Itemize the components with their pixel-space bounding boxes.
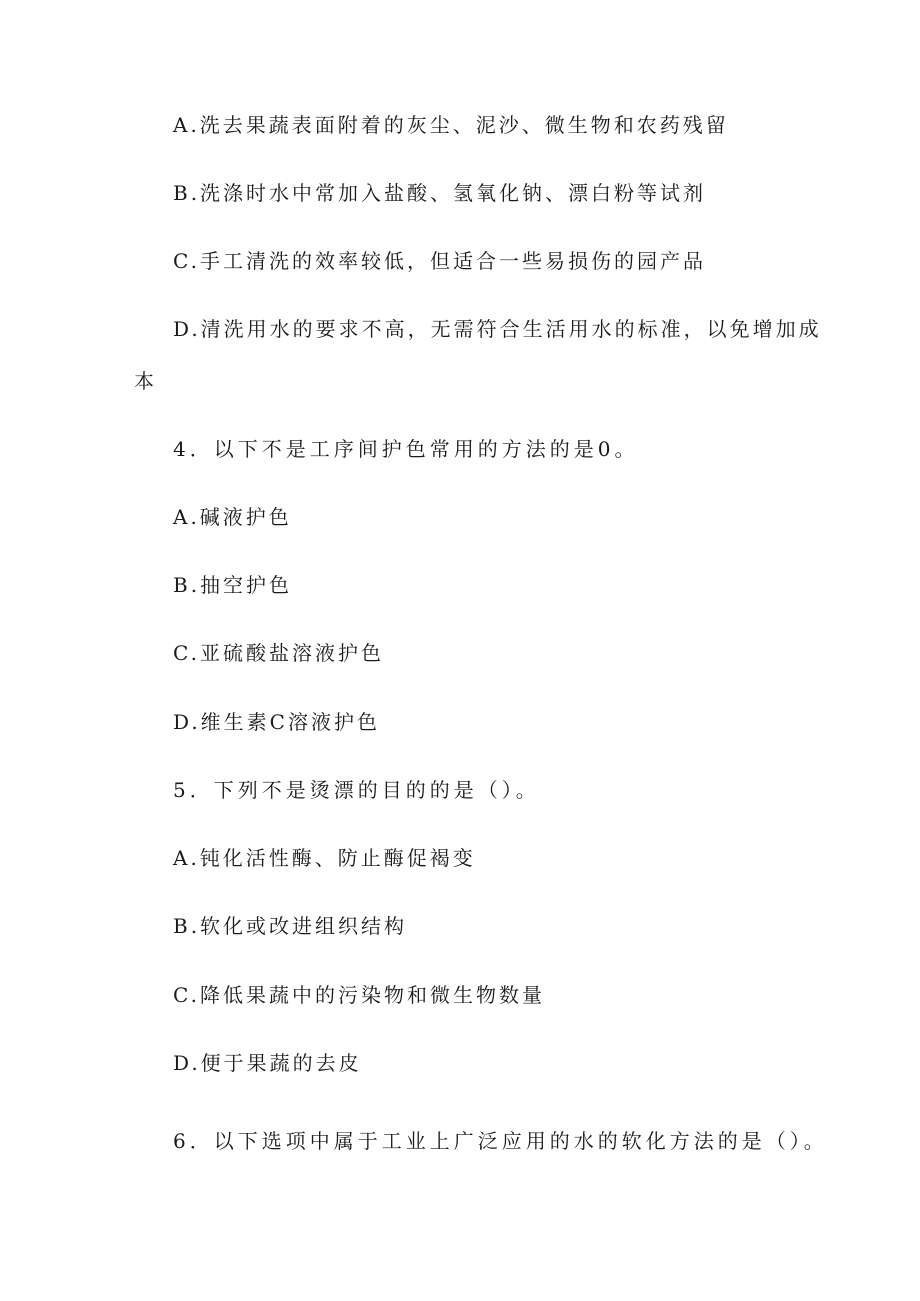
q5-option-c: C.降低果蔬中的污染物和微生物数量 (173, 983, 545, 1007)
q3-option-d: D.清洗用水的要求不高，无需符合生活用水的标准，以免增加成 (173, 317, 822, 341)
q5-option-d: D.便于果蔬的去皮 (173, 1051, 362, 1075)
q4-option-b: B.抽空护色 (173, 573, 293, 597)
q5-option-a: A.钝化活性酶、防止酶促褐变 (173, 846, 476, 870)
q5-option-b: B.软化或改进组织结构 (173, 914, 408, 938)
q4-option-c: C.亚硫酸盐溶液护色 (173, 641, 384, 665)
q4-option-d: D.维生素C溶液护色 (173, 710, 380, 734)
q3-option-d-continued: 本 (134, 369, 157, 393)
q3-option-a: A.洗去果蔬表面附着的灰尘、泥沙、微生物和农药残留 (173, 113, 729, 137)
q3-option-c: C.手工清洗的效率较低，但适合一些易损伤的园产品 (173, 249, 706, 273)
question-5-stem: 5．下列不是烫漂的目的的是（）。 (173, 778, 540, 802)
q4-option-a: A.碱液护色 (173, 505, 292, 529)
q3-option-b: B.洗涤时水中常加入盐酸、氢氧化钠、漂白粉等试剂 (173, 181, 707, 205)
question-6-stem: 6．以下选项中属于工业上广泛应用的水的软化方法的是（）。 (173, 1129, 828, 1153)
question-4-stem: 4．以下不是工序间护色常用的方法的是0。 (173, 437, 639, 461)
